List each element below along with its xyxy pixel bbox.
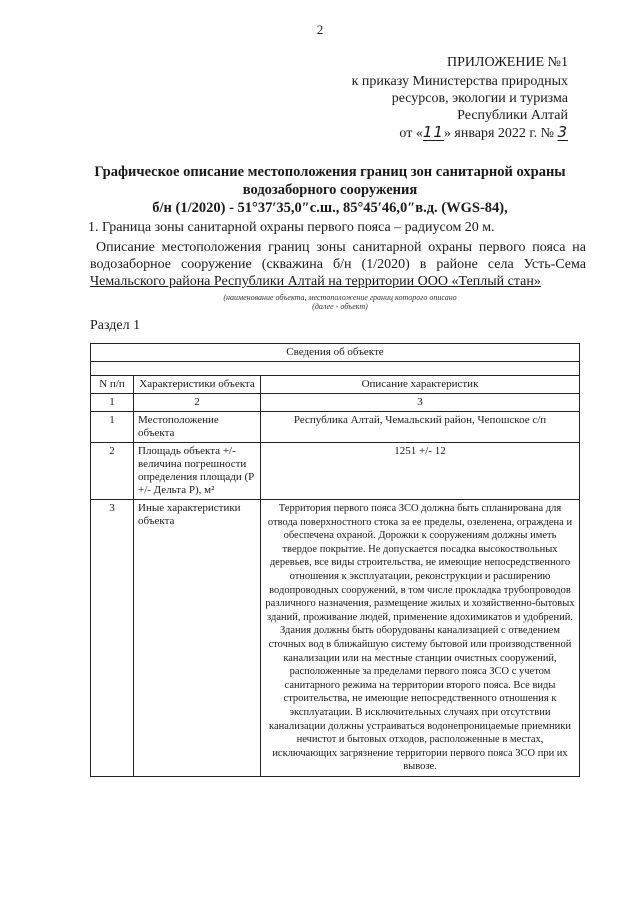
document-title — [60, 163, 600, 217]
title-line: Графическое описание местоположения границ зон санитарной охраны — [94, 164, 566, 180]
appendix-block — [308, 54, 568, 142]
header-description: Описание характеристик — [261, 376, 580, 394]
row-characteristic: Площадь объекта +/- величина погрешности определения площади (P +/- Дельта P), м² — [134, 443, 261, 500]
paragraph-boundary-radius: 1. Граница зоны санитарной охраны первого пояса – радиусом 20 м. — [88, 220, 495, 235]
appendix-line: Республики Алтай — [457, 108, 568, 123]
title-line: водозаборного сооружения — [242, 182, 418, 198]
date-prefix: от « — [399, 126, 423, 141]
row-characteristic: Иные характеристики объекта — [134, 500, 261, 777]
numbering-cell: 3 — [261, 394, 580, 412]
table-row — [91, 500, 580, 777]
row-description: Республика Алтай, Чемальский район, Чепошское с/п — [261, 412, 580, 443]
table-spacer-row — [91, 362, 580, 376]
paragraph-underlined: Чемальского района Республики Алтай на территории ООО «Теплый стан» — [90, 274, 541, 289]
row-description: 1251 +/- 12 — [261, 443, 580, 500]
appendix-line: ресурсов, экологии и туризма — [391, 91, 568, 106]
paragraph-intro: Описание местоположения границ зоны санитарной охраны первого пояса на водозаборное сооружение (скважина б/н (1/2020) в районе села Усть-Сема — [90, 240, 586, 272]
header-characteristic: Характеристики объекта — [134, 376, 261, 394]
row-description: Территория первого пояса ЗСО должна быть спланирована для отвода поверхностного стока за ее пределы, озеленена, ограждена и обеспечена охраной. Дорожки к сооружениям должны иметь твердое покрытие. Не допускается посадка высокоствольных деревьев, все виды строительства, не имеющие непосредственного отношения к эксплуатации, реконструкции и расширению водопроводных сооружений, в том числе прокладка трубопроводов различного назначения, размещение жилых и хозяйственно-бытовых зданий, проживание людей, применение ядохимикатов и удобрений. Здания должны быть оборудованы канализацией с отведением сточных вод в ближайшую систему бытовой или производственной канализации или на местные станции очистных сооружений, расположенные за пределами первого пояса ЗСО с учетом санитарного режима на территории второго пояса. Все виды строительства, не имеющие непосредственного отношения к эксплуатации. В исключительных случаях при отсутствии канализации должны устраиваться водонепроницаемые приемники нечистот и бытовых отходов, расположенные в местах, исключающих загрязнение территории первого пояса ЗСО при их вывозе. — [261, 500, 580, 777]
table-row — [91, 412, 580, 443]
date-day-handwritten: 11 — [422, 123, 444, 141]
title-line: б/н (1/2020) - 51°37′35,0″с.ш., 85°45′46,0″в.д. (WGS-84), — [152, 200, 508, 216]
row-number: 1 — [91, 412, 134, 443]
table-caption: Сведения об объекте — [91, 344, 580, 362]
object-caption — [90, 293, 590, 311]
object-info-table — [90, 343, 580, 777]
paragraph-description — [90, 239, 586, 290]
appendix-date-line — [308, 124, 568, 142]
caption-line: (наименование объекта, местоположение границ которого описано — [223, 293, 457, 302]
date-suffix: » января 2022 г. № — [443, 126, 554, 141]
table-header-row — [91, 376, 580, 394]
section-label: Раздел 1 — [90, 318, 141, 333]
row-number: 2 — [91, 443, 134, 500]
table-numbering-row — [91, 394, 580, 412]
row-characteristic: Местоположение объекта — [134, 412, 261, 443]
numbering-cell: 2 — [134, 394, 261, 412]
table-row — [91, 443, 580, 500]
page-number: 2 — [316, 22, 324, 37]
caption-line: (далее - объект) — [312, 302, 368, 311]
header-number: N п/п — [91, 376, 134, 394]
numbering-cell: 1 — [91, 394, 134, 412]
appendix-title: ПРИЛОЖЕНИЕ №1 — [447, 55, 568, 70]
appendix-line: к приказу Министерства природных — [351, 74, 568, 89]
order-number-handwritten: 3 — [557, 123, 568, 141]
row-number: 3 — [91, 500, 134, 777]
